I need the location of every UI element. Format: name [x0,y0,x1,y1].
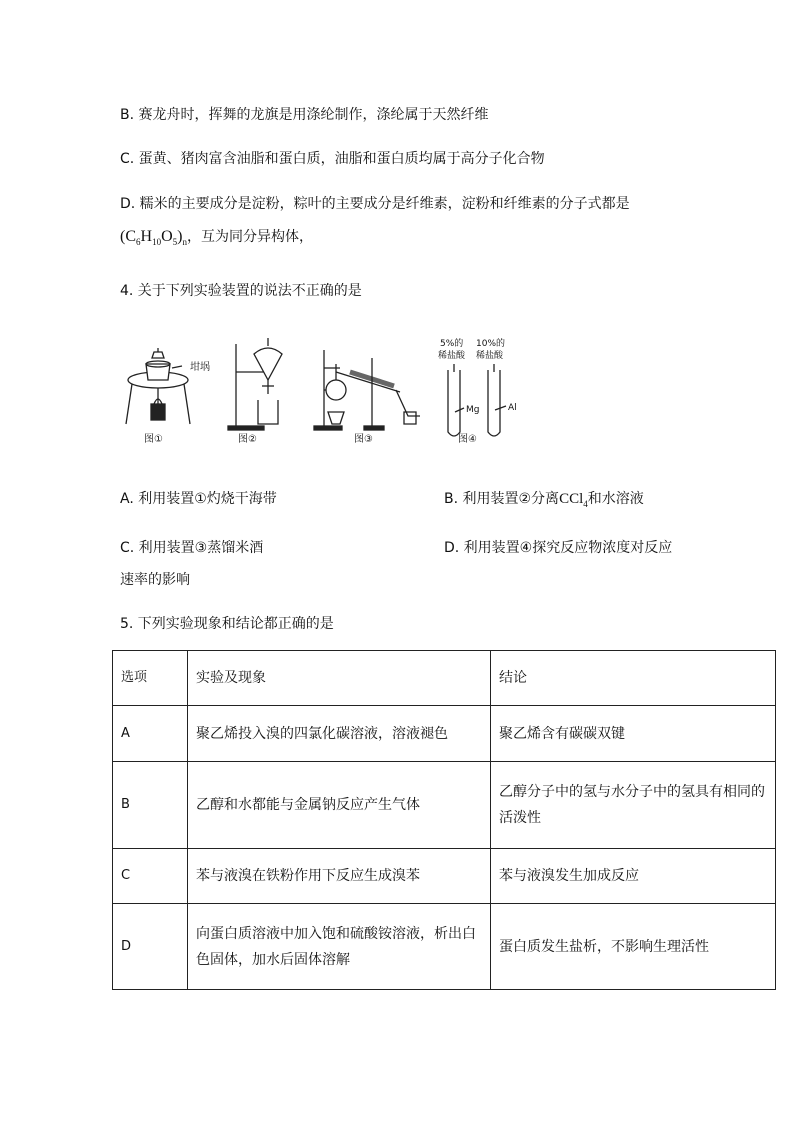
question-5-stem: 5. 下列实验现象和结论都正确的是 [120,616,334,632]
row-option: B [113,762,188,849]
apparatus-1-crucible [126,348,190,424]
option-b-line: B. 赛龙舟时，挥舞的龙旗是用涤纶制作，涤纶属于天然纤维 [120,107,489,123]
crucible-label: 坩埚 [190,362,210,373]
row-experiment: 乙醇和水都能与金属钠反应产生气体 [188,762,491,849]
formula-ccl4: CCl$_4$ [559,491,588,509]
q4-option-c: C. 利用装置③蒸馏米酒 [120,540,264,556]
row-conclusion: 苯与液溴发生加成反应 [491,849,776,904]
row-experiment: 苯与液溴在铁粉作用下反应生成溴苯 [188,849,491,904]
option-d-formula-line [120,226,313,247]
q4-option-d-continued: 速率的影响 [120,572,190,588]
question-4-stem: 4. 关于下列实验装置的说法不正确的是 [120,283,362,299]
row-conclusion: 蛋白质发生盐析，不影响生理活性 [491,904,776,990]
apparatus-3-distillation [314,350,420,430]
q5-table [112,650,776,990]
table-row [113,762,776,849]
al-label: Al [508,403,517,413]
row-conclusion: 乙醇分子中的氢与水分子中的氢具有相同的活泼性 [491,762,776,849]
q4-option-b [444,488,644,509]
figure-4-label: 图④ [458,434,477,445]
apparatus-4-test-tubes [448,364,506,436]
row-conclusion: 聚乙烯含有碳碳双键 [491,706,776,762]
row-experiment: 向蛋白质溶液中加入饱和硫酸铵溶液，析出白色固体，加水后固体溶解 [188,904,491,990]
row-option: C [113,849,188,904]
row-option: D [113,904,188,990]
row-option: A [113,706,188,762]
apparatus-figure [118,328,538,452]
figure-3-label: 图③ [354,434,373,445]
table-row [113,904,776,990]
mg-label: Mg [466,405,480,415]
acid-5-label: 5%的 [440,339,464,349]
acid-10-label: 10%的 [476,339,506,349]
header-experiment: 实验及现象 [188,651,491,706]
acid-5-name: 稀盐酸 [438,351,466,361]
row-experiment: 聚乙烯投入溴的四氯化碳溶液，溶液褪色 [188,706,491,762]
option-d-tail: ，互为同分异构体， [186,229,313,245]
q4-option-d: D. 利用装置④探究反应物浓度对反应 [444,540,673,556]
header-option: 选项 [113,651,188,706]
formula-c6h10o5n: $(C_6H_{10}O_5)_n$ [120,228,187,248]
table-row [113,849,776,904]
q4-option-b-suffix: 和水溶液 [587,491,644,507]
option-d-line: D. 糯米的主要成分是淀粉，粽叶的主要成分是纤维素，淀粉和纤维素的分子式都是 [120,196,630,212]
apparatus-2-separatory-funnel [228,338,282,430]
q4-option-b-prefix: B. 利用装置②分离 [444,491,560,507]
table-header-row [113,651,776,706]
figure-2-label: 图② [238,434,257,445]
figure-1-label: 图① [144,434,163,445]
q4-option-a: A. 利用装置①灼烧干海带 [120,491,277,507]
table-row [113,706,776,762]
acid-10-name: 稀盐酸 [476,351,504,361]
option-c-line: C. 蛋黄、猪肉富含油脂和蛋白质，油脂和蛋白质均属于高分子化合物 [120,151,545,167]
header-conclusion: 结论 [491,651,776,706]
